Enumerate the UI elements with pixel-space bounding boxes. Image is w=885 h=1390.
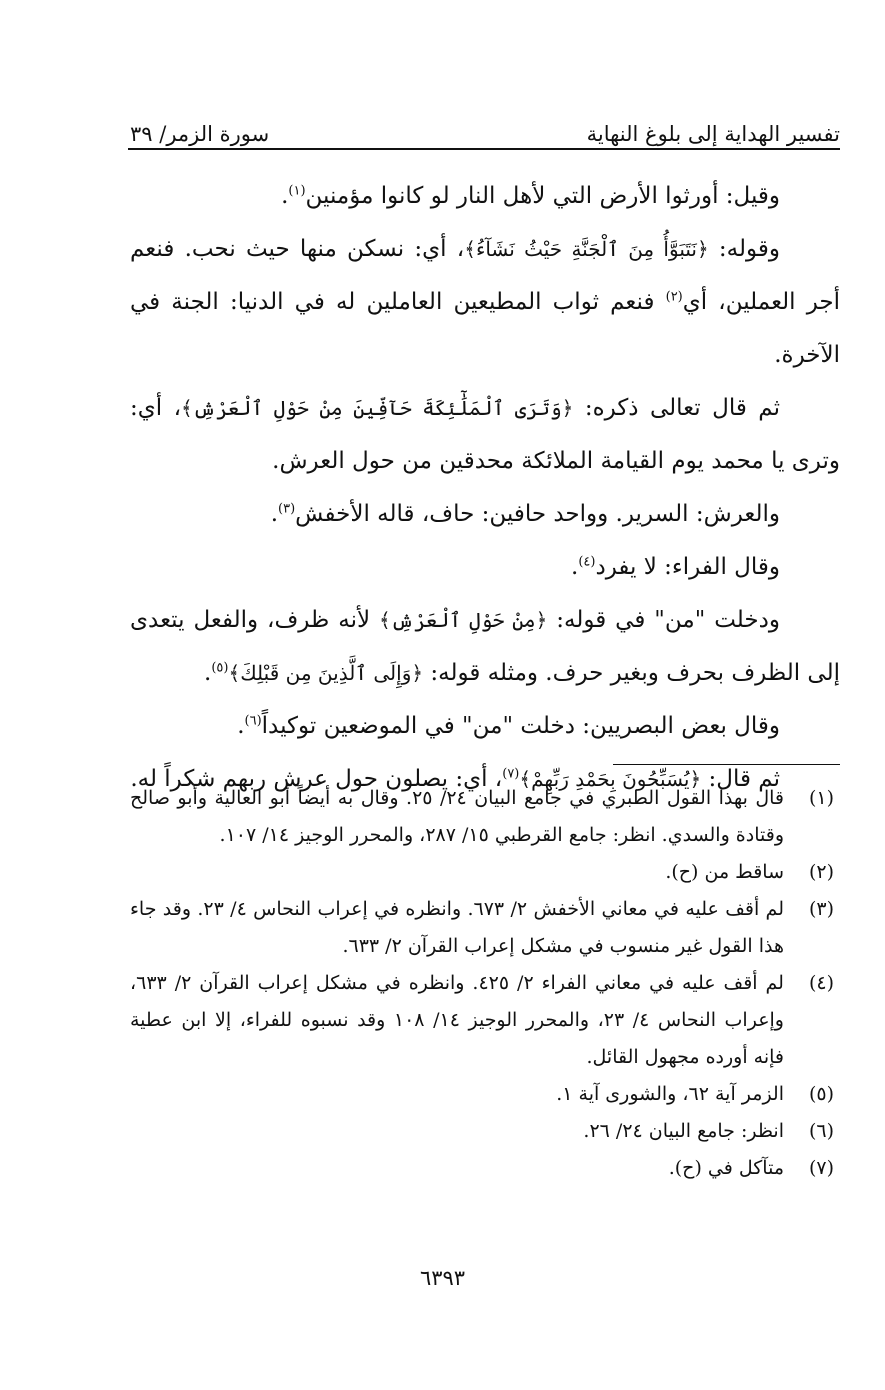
footnote-number: (٥) xyxy=(808,1083,834,1105)
footnote-number: (٧) xyxy=(808,1157,834,1179)
footnote-text: ساقط من (ح). xyxy=(665,861,784,883)
footnote-rule xyxy=(613,764,840,765)
header-rule xyxy=(128,148,840,150)
footnote xyxy=(130,965,840,1076)
footnote xyxy=(130,1150,840,1187)
footnotes xyxy=(130,780,840,1187)
paragraph-3: ثم قال تعالى ذكره: ﴿وَتَرَى ٱلْمَلَٰٓئِكَةَ حَآفِّينَ مِنْ حَوْلِ ٱلْعَرْشِ﴾، أي: وترى يا محمد يوم القيامة الملائكة محدقين من حول العرش. xyxy=(130,395,840,474)
footnote-text: لم أقف عليه في معاني الفراء ٢/ ٤٢٥. وانظره في مشكل إعراب القرآن ٢/ ٦٣٣، وإعراب النحاس ٤/ ٢٣، والمحرر الوجيز ١٤/ ١٠٨ وقد نسبوه للفراء، إلا ابن عطية فإنه أورده مجهول القائل. xyxy=(130,972,784,1068)
quran-verse: ﴿يُسَبِّحُونَ بِحَمْدِ رَبِّهِمْ﴾ xyxy=(519,767,702,791)
footnote-ref: (١) xyxy=(288,183,306,199)
footnote-number: (٤) xyxy=(808,972,834,994)
footnote-ref: (٢) xyxy=(665,289,683,305)
paragraph-1: وقيل: أورثوا الأرض التي لأهل النار لو كانوا مؤمنين$^{(١)}$. xyxy=(281,183,780,209)
running-header xyxy=(130,112,840,146)
footnote-ref: (٣) xyxy=(278,501,296,517)
footnote-ref: (٤) xyxy=(578,554,596,570)
footnote-number: (١) xyxy=(808,787,834,809)
footnote xyxy=(130,1076,840,1113)
footnote-number: (٢) xyxy=(808,861,834,883)
paragraph-7: وقال بعض البصريين: دخلت "من" في الموضعين توكيداً$^{(٦)}$. xyxy=(237,713,780,739)
paragraph-2: وقوله: ﴿نَتَبَوَّأُ مِنَ ٱلْجَنَّةِ حَيْثُ نَشَآءُ﴾، أي: نسكن منها حيث نحب. فنعم أجر العملين، أي$^{(٢)}$ فنعم ثواب المطيعين العاملين له في الدنيا: الجنة في الآخرة. xyxy=(130,236,840,368)
page-number: ٦٣٩٣ xyxy=(419,1266,466,1290)
footnote-text: لم أقف عليه في معاني الأخفش ٢/ ٦٧٣. وانظره في إعراب النحاس ٤/ ٢٣. وقد جاء هذا القول غير منسوب في مشكل إعراب القرآن ٢/ ٦٣٣. xyxy=(130,898,784,957)
quran-verse: ﴿نَتَبَوَّأُ مِنَ ٱلْجَنَّةِ حَيْثُ نَشَآءُ﴾ xyxy=(464,237,709,261)
footnote-number: (٦) xyxy=(808,1120,834,1142)
main-text xyxy=(130,170,840,806)
paragraph-8: ثم قال: ﴿يُسَبِّحُونَ بِحَمْدِ رَبِّهِمْ﴾$^{(٧)}$، أي: يصلون حول عرش ربهم شكراً له. xyxy=(130,766,780,792)
quran-verse: ﴿وَتَرَى ٱلْمَلَٰٓئِكَةَ حَآفِّينَ مِنْ حَوْلِ ٱلْعَرْشِ﴾ xyxy=(181,396,574,420)
book-title: تفسير الهداية إلى بلوغ النهاية xyxy=(586,122,840,146)
paragraph-5: وقال الفراء: لا يفرد$^{(٤)}$. xyxy=(571,554,780,580)
footnote xyxy=(130,780,840,854)
footnote-number: (٣) xyxy=(808,898,834,920)
surah-info: سورة الزمر/ ٣٩ xyxy=(130,122,270,146)
paragraph-4: والعرش: السرير. وواحد حافين: حاف، قاله الأخفش$^{(٣)}$. xyxy=(270,501,780,527)
paragraph-6: ودخلت "من" في قوله: ﴿مِنْ حَوْلِ ٱلْعَرْشِ﴾ لأنه ظرف، والفعل يتعدى إلى الظرف بحرف وبغير حرف. ومثله قوله: ﴿وَإِلَى ٱلَّذِينَ مِن قَبْلِكَ﴾$^{(٥)}$. xyxy=(130,607,840,686)
quran-verse: ﴿وَإِلَى ٱلَّذِينَ مِن قَبْلِكَ﴾ xyxy=(228,661,424,685)
footnote-text: انظر: جامع البيان ٢٤/ ٢٦. xyxy=(583,1120,784,1142)
footnote xyxy=(130,891,840,965)
footnote xyxy=(130,854,840,891)
footnote-text: الزمر آية ٦٢، والشورى آية ١. xyxy=(556,1083,784,1105)
footnote-ref: (٥) xyxy=(211,660,229,676)
footnote-text: قال بهذا القول الطبري في جامع البيان ٢٤/ ٢٥. وقال به أيضاً أبو العالية وأبو صالح وقتادة والسدي. انظر: جامع القرطبي ١٥/ ٢٨٧، والمحرر الوجيز ١٤/ ١٠٧. xyxy=(130,787,785,846)
footnote-ref: (٧) xyxy=(502,766,520,782)
footnote-ref: (٦) xyxy=(244,713,262,729)
footnote xyxy=(130,1113,840,1150)
footnote-text: متآكل في (ح). xyxy=(668,1157,784,1179)
quran-verse: ﴿مِنْ حَوْلِ ٱلْعَرْشِ﴾ xyxy=(379,608,548,632)
